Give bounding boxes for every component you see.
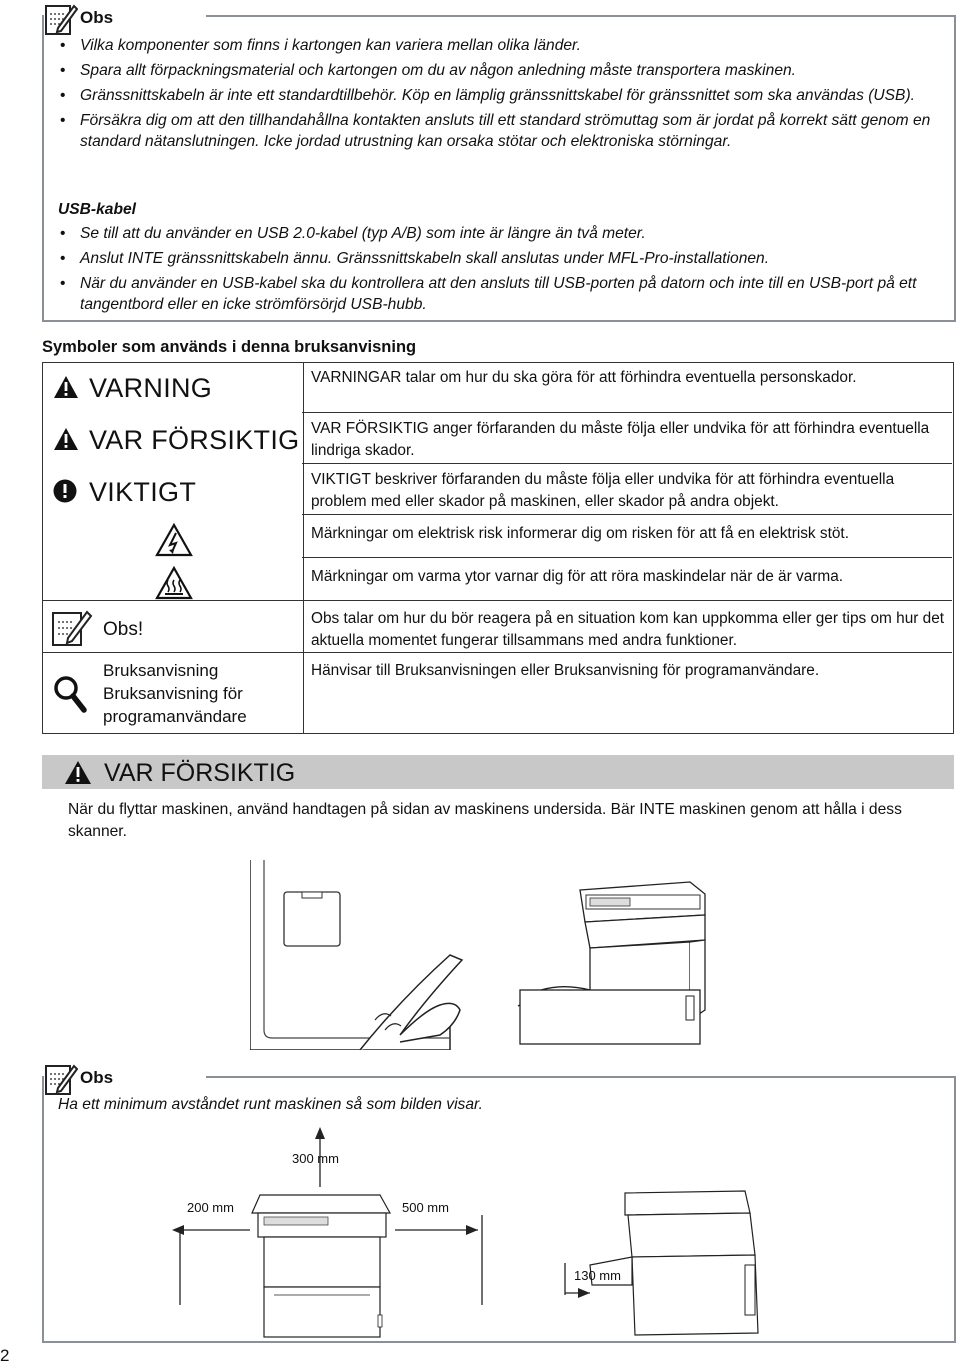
note-pencil-icon [51,607,93,652]
table-divider [303,363,304,733]
table-rule [302,412,952,413]
table-rule [42,652,952,653]
caution-triangle-icon [64,760,92,790]
caution-heading: VAR FÖRSIKTIG [104,759,296,787]
page-number: 2 [0,1346,10,1365]
symbols-title: Symboler som används i denna bruksanvisning [42,338,417,356]
desc-bruksanvisning: Hänvisar till Bruksanvisningen eller Bruksanvisning för programanvändare. [311,662,820,679]
clearance-front-label: 130 mm [574,1268,621,1283]
table-rule [42,600,952,601]
usb-heading: USB-kabel [58,201,136,218]
obs-text: Ha ett minimum avståndet runt maskinen så som bilden visar. [58,1096,483,1113]
desc-var-forsiktig: VAR FÖRSIKTIG anger förfaranden du måste följa eller undvika för att förhindra eventuella lindriga skador. [311,420,930,459]
desc-obs: Obs talar om hur du bör reagera på en situation kom kan uppkomma eller ger tips om hur det aktuella momentet fungerar tillsammans med andra funktioner. [311,610,945,649]
label-bruksanvisning: Bruksanvisning Bruksanvisning för programanvändare [103,661,247,726]
list-item: • Vilka komponenter som finns i kartongen kan variera mellan olika länder. [58,35,948,56]
label-var-forsiktig: VAR FÖRSIKTIG [89,425,300,455]
list-item: • Spara allt förpackningsmaterial och kartongen om du av någon anledning måste transportera maskinen. [58,60,948,81]
list-item: • Försäkra dig om att den tillhandahållna kontakten ansluts till ett standard strömuttag som är jordat på korrekt sätt genom en standard nätanslutningen. Icke jordad utrustning kan orsaka stötar och elektroniska störningar. [58,110,948,152]
obs-title: Obs [80,8,114,27]
list-item: • När du använder en USB-kabel ska du kontrollera att den ansluts till USB-porten på datorn och inte till en USB-port på ett tangentbord eller en icke strömförsörjd USB-hubb. [58,273,948,315]
caution-text: När du flyttar maskinen, använd handtagen på sidan av maskinens undersida. Bär INTE maskinen genom att hålla i dess skanner. [68,801,902,840]
desc-electric: Märkningar om elektrisk risk informerar dig om risken för att få en elektrisk stöt. [311,525,849,542]
list-item: • Se till att du använder en USB 2.0-kabel (typ A/B) som inte är längre än två meter. [58,223,948,244]
clearance-left-label: 200 mm [187,1200,234,1215]
caution-triangle-icon [53,427,79,456]
obs-title: Obs [80,1068,114,1087]
desc-varning: VARNINGAR talar om hur du ska göra för att förhindra eventuella personskador. [311,369,857,386]
electric-hazard-icon [155,523,193,562]
list-item: • Gränssnittskabeln är inte ett standardtillbehör. Köp en lämplig gränssnittskabel för gränssnittet som ska användas (USB). [58,85,948,106]
usb-bullet-list [58,223,948,319]
machine-carry-illustration [250,860,730,1055]
symbols-table [42,362,954,734]
label-viktigt: VIKTIGT [89,477,197,507]
magnifier-icon [53,675,87,718]
clearance-top-label: 300 mm [292,1151,339,1166]
label-varning: VARNING [89,373,213,403]
desc-hot-surface: Märkningar om varma ytor varnar dig för att röra maskindelar när de är varma. [311,568,844,585]
clearance-illustration [170,1125,800,1345]
warning-triangle-icon [53,375,79,404]
caution-banner [42,755,954,789]
table-rule [302,557,952,558]
obs-bullet-list [58,35,948,156]
list-item: • Anslut INTE gränssnittskabeln ännu. Gränssnittskabeln skall anslutas under MFL-Pro-installationen. [58,248,948,269]
label-obs: Obs! [103,619,144,640]
clearance-right-label: 500 mm [402,1200,449,1215]
important-exclamation-icon [53,479,77,508]
desc-viktigt: VIKTIGT beskriver förfaranden du måste följa eller undvika för att förhindra eventuella problem med eller skador på maskinen, eller skador på andra objekt. [311,471,895,510]
table-rule [302,463,952,464]
table-rule [302,514,952,515]
